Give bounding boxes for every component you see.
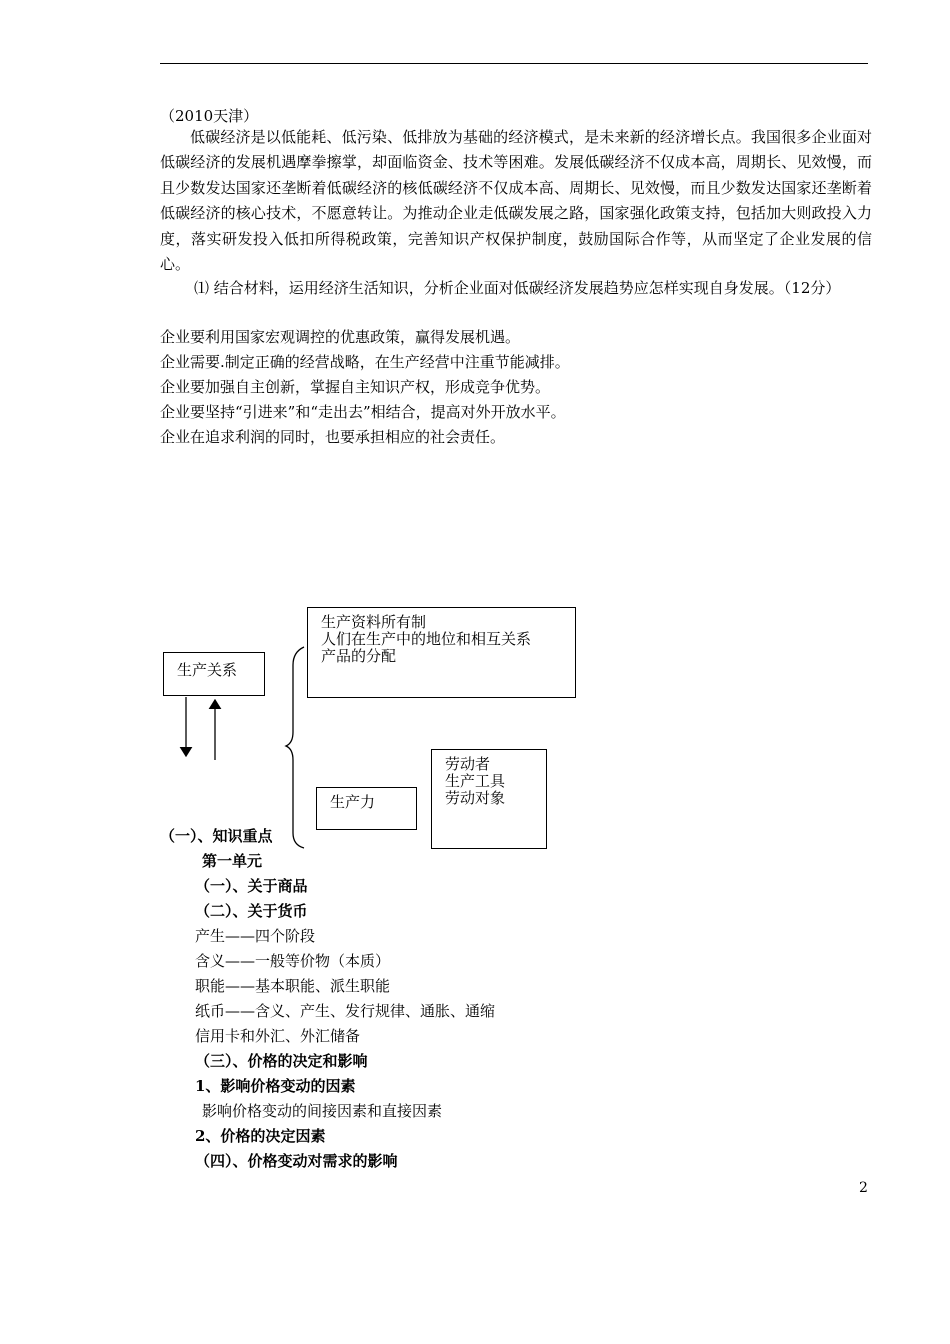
money-point-2: 含义——一般等价物（本质） [195,952,391,970]
source-label: （2010天津） [160,107,259,125]
outline-item-4: （四）、价格变动对需求的影响 [195,1152,398,1170]
money-point-3: 职能——基本职能、派生职能 [195,977,391,995]
money-point-1: 产生——四个阶段 [195,927,316,945]
outline-item-2: （二）、关于货币 [195,902,308,920]
outline-sub-2: 2、价格的决定因素 [195,1127,326,1145]
section-heading: （一）、知识重点 [160,827,273,845]
relations-item-3: 产品的分配 [321,647,397,665]
forces-item-2: 生产工具 [445,772,506,790]
brace [286,647,304,848]
question-text: ⑴ 结合材料，运用经济生活知识，分析企业面对低碳经济发展趋势应怎样实现自身发展。（12分） [194,279,841,297]
answer-1: 企业要利用国家宏观调控的优惠政策，赢得发展机遇。 [160,328,521,346]
material-paragraph: 低碳经济是以低能耗、低污染、低排放为基础的经济模式，是未来新的经济增长点。我国很多企业面对低碳经济的发展机遇摩拳擦掌，却面临资金、技术等困难。发展低碳经济不仅成本高，周期长、见效慢，而且少数发达国家还垄断着低碳经济的核低碳经济不仅成本高、周期长、见效慢，而且少数发达国家还垄断着低碳经济的核心技术，不愿意转让。为推动企业走低碳发展之路，国家强化政策支持，包括加大则政投入力度，落实研发投入低扣所得税政策，完善知识产权保护制度，鼓励国际合作等，从而坚定了企业发展的信心。 [160,128,872,274]
outline-sub-1-detail: 影响价格变动的间接因素和直接因素 [202,1102,443,1120]
outline-sub-1: 1、影响价格变动的因素 [195,1077,356,1095]
relations-item-2: 人们在生产中的地位和相互关系 [321,630,532,648]
forces-label: 生产力 [330,793,376,811]
forces-item-1: 劳动者 [445,755,491,773]
forces-item-3: 劳动对象 [445,789,506,807]
answer-3: 企业要加强自主创新，掌握自主知识产权，形成竞争优势。 [160,378,551,396]
page-number: 2 [859,1180,868,1196]
answer-2: 企业需要.制定正确的经营战略，在生产经营中注重节能减排。 [160,353,570,371]
relations-item-1: 生产资料所有制 [321,613,427,631]
answer-5: 企业在追求利润的同时，也要承担相应的社会责任。 [160,428,506,446]
outline-item-3: （三）、价格的决定和影响 [195,1052,368,1070]
unit-heading: 第一单元 [202,852,263,870]
answer-4: 企业要坚持“引进来”和“走出去”相结合，提高对外开放水平。 [160,403,566,421]
relations-label: 生产关系 [177,661,238,679]
money-point-5: 信用卡和外汇、外汇储备 [195,1027,361,1045]
outline-item-1: （一）、关于商品 [195,877,308,895]
money-point-4: 纸币——含义、产生、发行规律、通胀、通缩 [195,1002,496,1020]
